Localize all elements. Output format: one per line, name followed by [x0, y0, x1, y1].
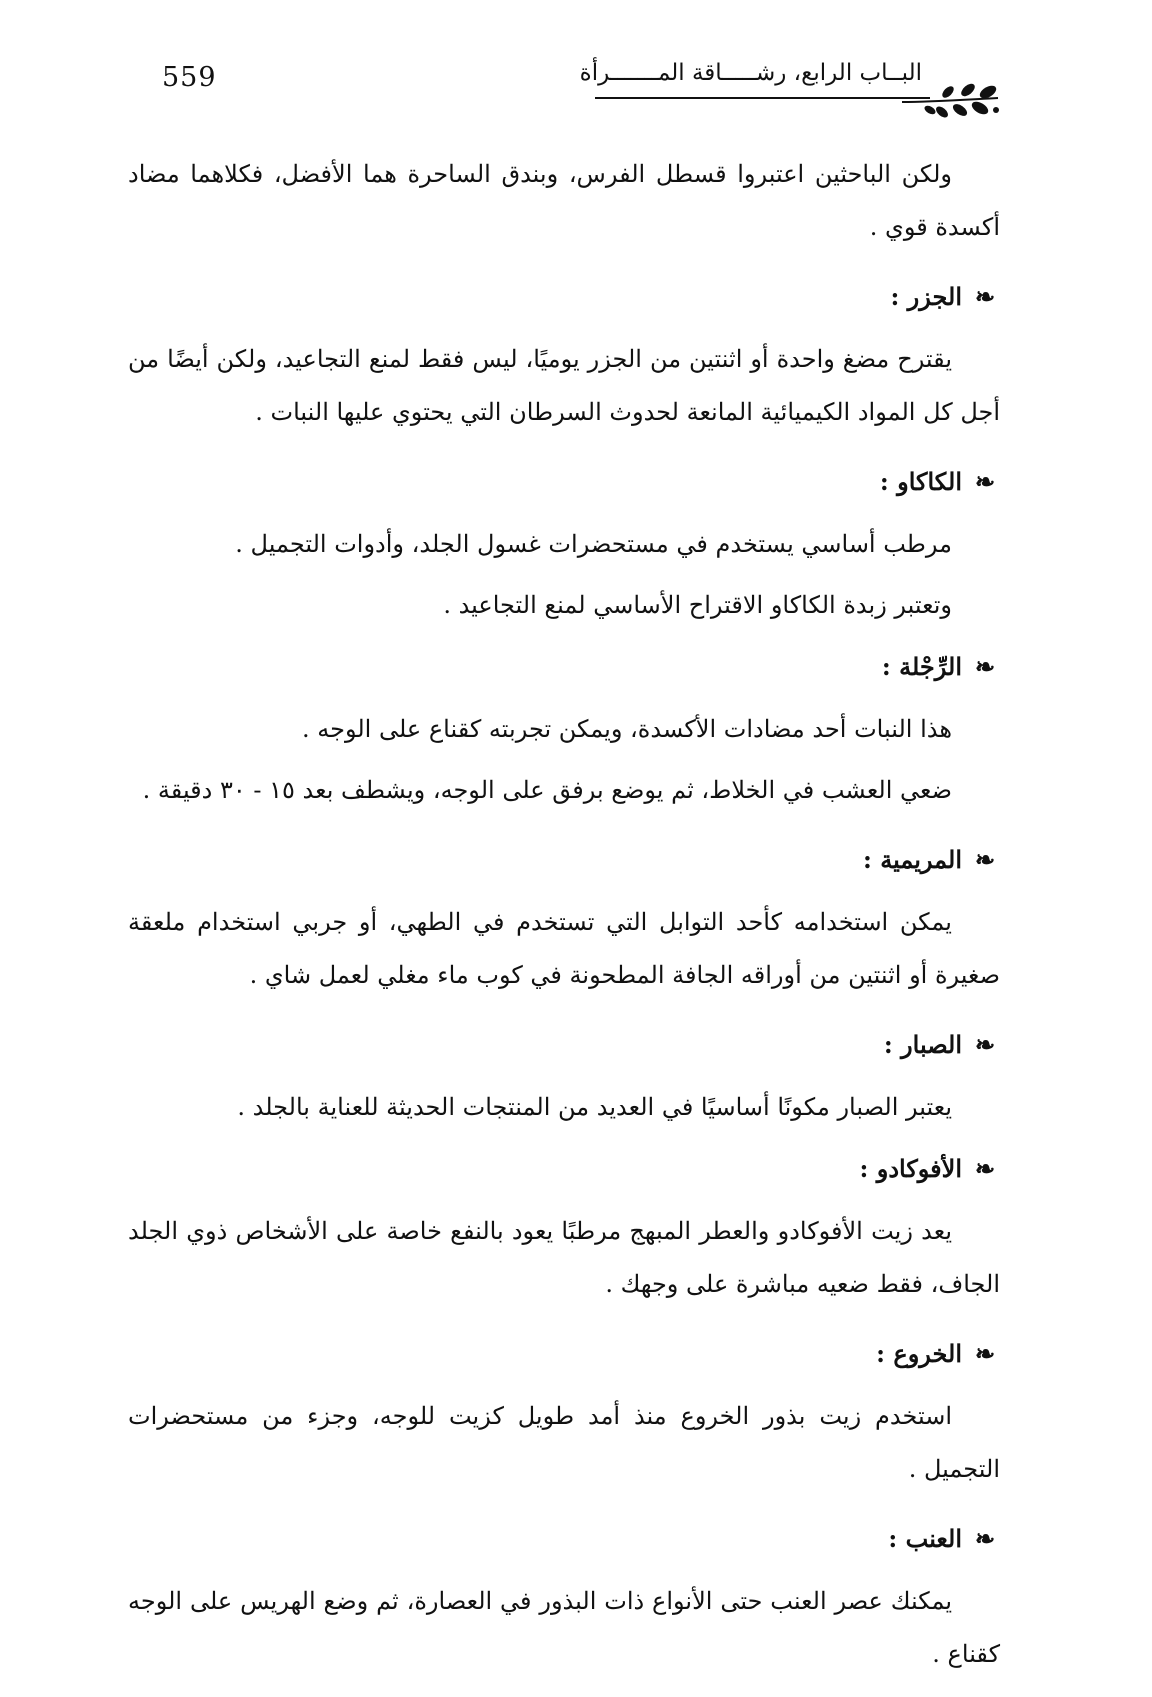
section-paragraph: يقترح مضغ واحدة أو اثنتين من الجزر يوميًا، ليس فقط لمنع التجاعيد، ولكن أيضًا من أجل كل المواد الكيميائية المانعة لحدوث السرطان التي يحتوي عليها النبات . — [128, 345, 1000, 426]
section-paragraph: يمكن استخدامه كأحد التوابل التي تستخدم في الطهي، أو جربي استخدام ملعقة صغيرة أو اثنتين من أوراقه الجافة المطحونة في كوب ماء مغلي لعمل شاي . — [128, 908, 1000, 989]
fleuron-icon: ❧ — [974, 1030, 996, 1059]
body-text — [128, 148, 1000, 1697]
section-paragraph: يعد زيت الأفوكادو والعطر المبهج مرطبًا يعود بالنفع خاصة على الأشخاص ذوي الجلد الجاف، فقط ضعيه مباشرة على وجهك . — [128, 1217, 1000, 1298]
section-heading — [128, 1142, 1000, 1195]
leaf-branch-icon — [900, 80, 1000, 126]
section-paragraph: هذا النبات أحد مضادات الأكسدة، ويمكن تجربته كقناع على الوجه . — [301, 715, 952, 743]
section-paragraph: يمكنك عصر العنب حتى الأنواع ذات البذور في العصارة، ثم وضع الهريس على الوجه كقناع . — [128, 1587, 1000, 1668]
section-paragraph: يعتبر الصبار مكونًا أساسيًا في العديد من المنتجات الحديثة للعناية بالجلد . — [237, 1093, 952, 1121]
section-heading-label: الرِّجْلة : — [881, 652, 962, 681]
section-paragraph: ضعي العشب في الخلاط، ثم يوضع برفق على الوجه، ويشطف بعد ١٥ - ٣٠ دقيقة . — [142, 776, 952, 804]
section-heading-label: الصبار : — [883, 1030, 962, 1059]
fleuron-icon: ❧ — [974, 845, 996, 874]
section-heading-label: الكاكاو : — [879, 467, 962, 496]
fleuron-icon: ❧ — [974, 1524, 996, 1553]
fleuron-icon: ❧ — [974, 1154, 996, 1183]
section-heading — [128, 1018, 1000, 1071]
page-number: 559 — [162, 62, 217, 93]
page-header — [150, 58, 1000, 128]
section-heading-label: العنب : — [888, 1524, 962, 1553]
fleuron-icon: ❧ — [974, 652, 996, 681]
fleuron-icon: ❧ — [974, 282, 996, 311]
section-heading-label: الجزر : — [890, 282, 962, 311]
section-heading — [128, 270, 1000, 323]
fleuron-icon: ❧ — [974, 467, 996, 496]
section-heading — [128, 455, 1000, 508]
section-heading — [128, 640, 1000, 693]
section-paragraph: استخدم زيت بذور الخروع منذ أمد طويل كزيت للوجه، وجزء من مستحضرات التجميل . — [128, 1402, 1000, 1483]
section-heading — [128, 1327, 1000, 1380]
section-heading-label: الأفوكادو : — [859, 1154, 962, 1183]
section-heading-label: الخروع : — [876, 1339, 962, 1368]
fleuron-icon: ❧ — [974, 1339, 996, 1368]
header-rule — [595, 97, 930, 99]
section-heading-label: المريمية : — [863, 845, 962, 874]
running-title: البــاب الرابع، رشـــــاقة المـــــــرأة — [579, 60, 922, 86]
section-paragraph: وتعتبر زبدة الكاكاو الاقتراح الأساسي لمنع التجاعيد . — [443, 591, 952, 619]
intro-paragraph: ولكن الباحثين اعتبروا قسطل الفرس، وبندق الساحرة هما الأفضل، فكلاهما مضاد أكسدة قوي . — [128, 160, 1000, 241]
section-heading — [128, 833, 1000, 886]
section-heading — [128, 1512, 1000, 1565]
section-paragraph: مرطب أساسي يستخدم في مستحضرات غسول الجلد، وأدوات التجميل . — [235, 530, 952, 558]
